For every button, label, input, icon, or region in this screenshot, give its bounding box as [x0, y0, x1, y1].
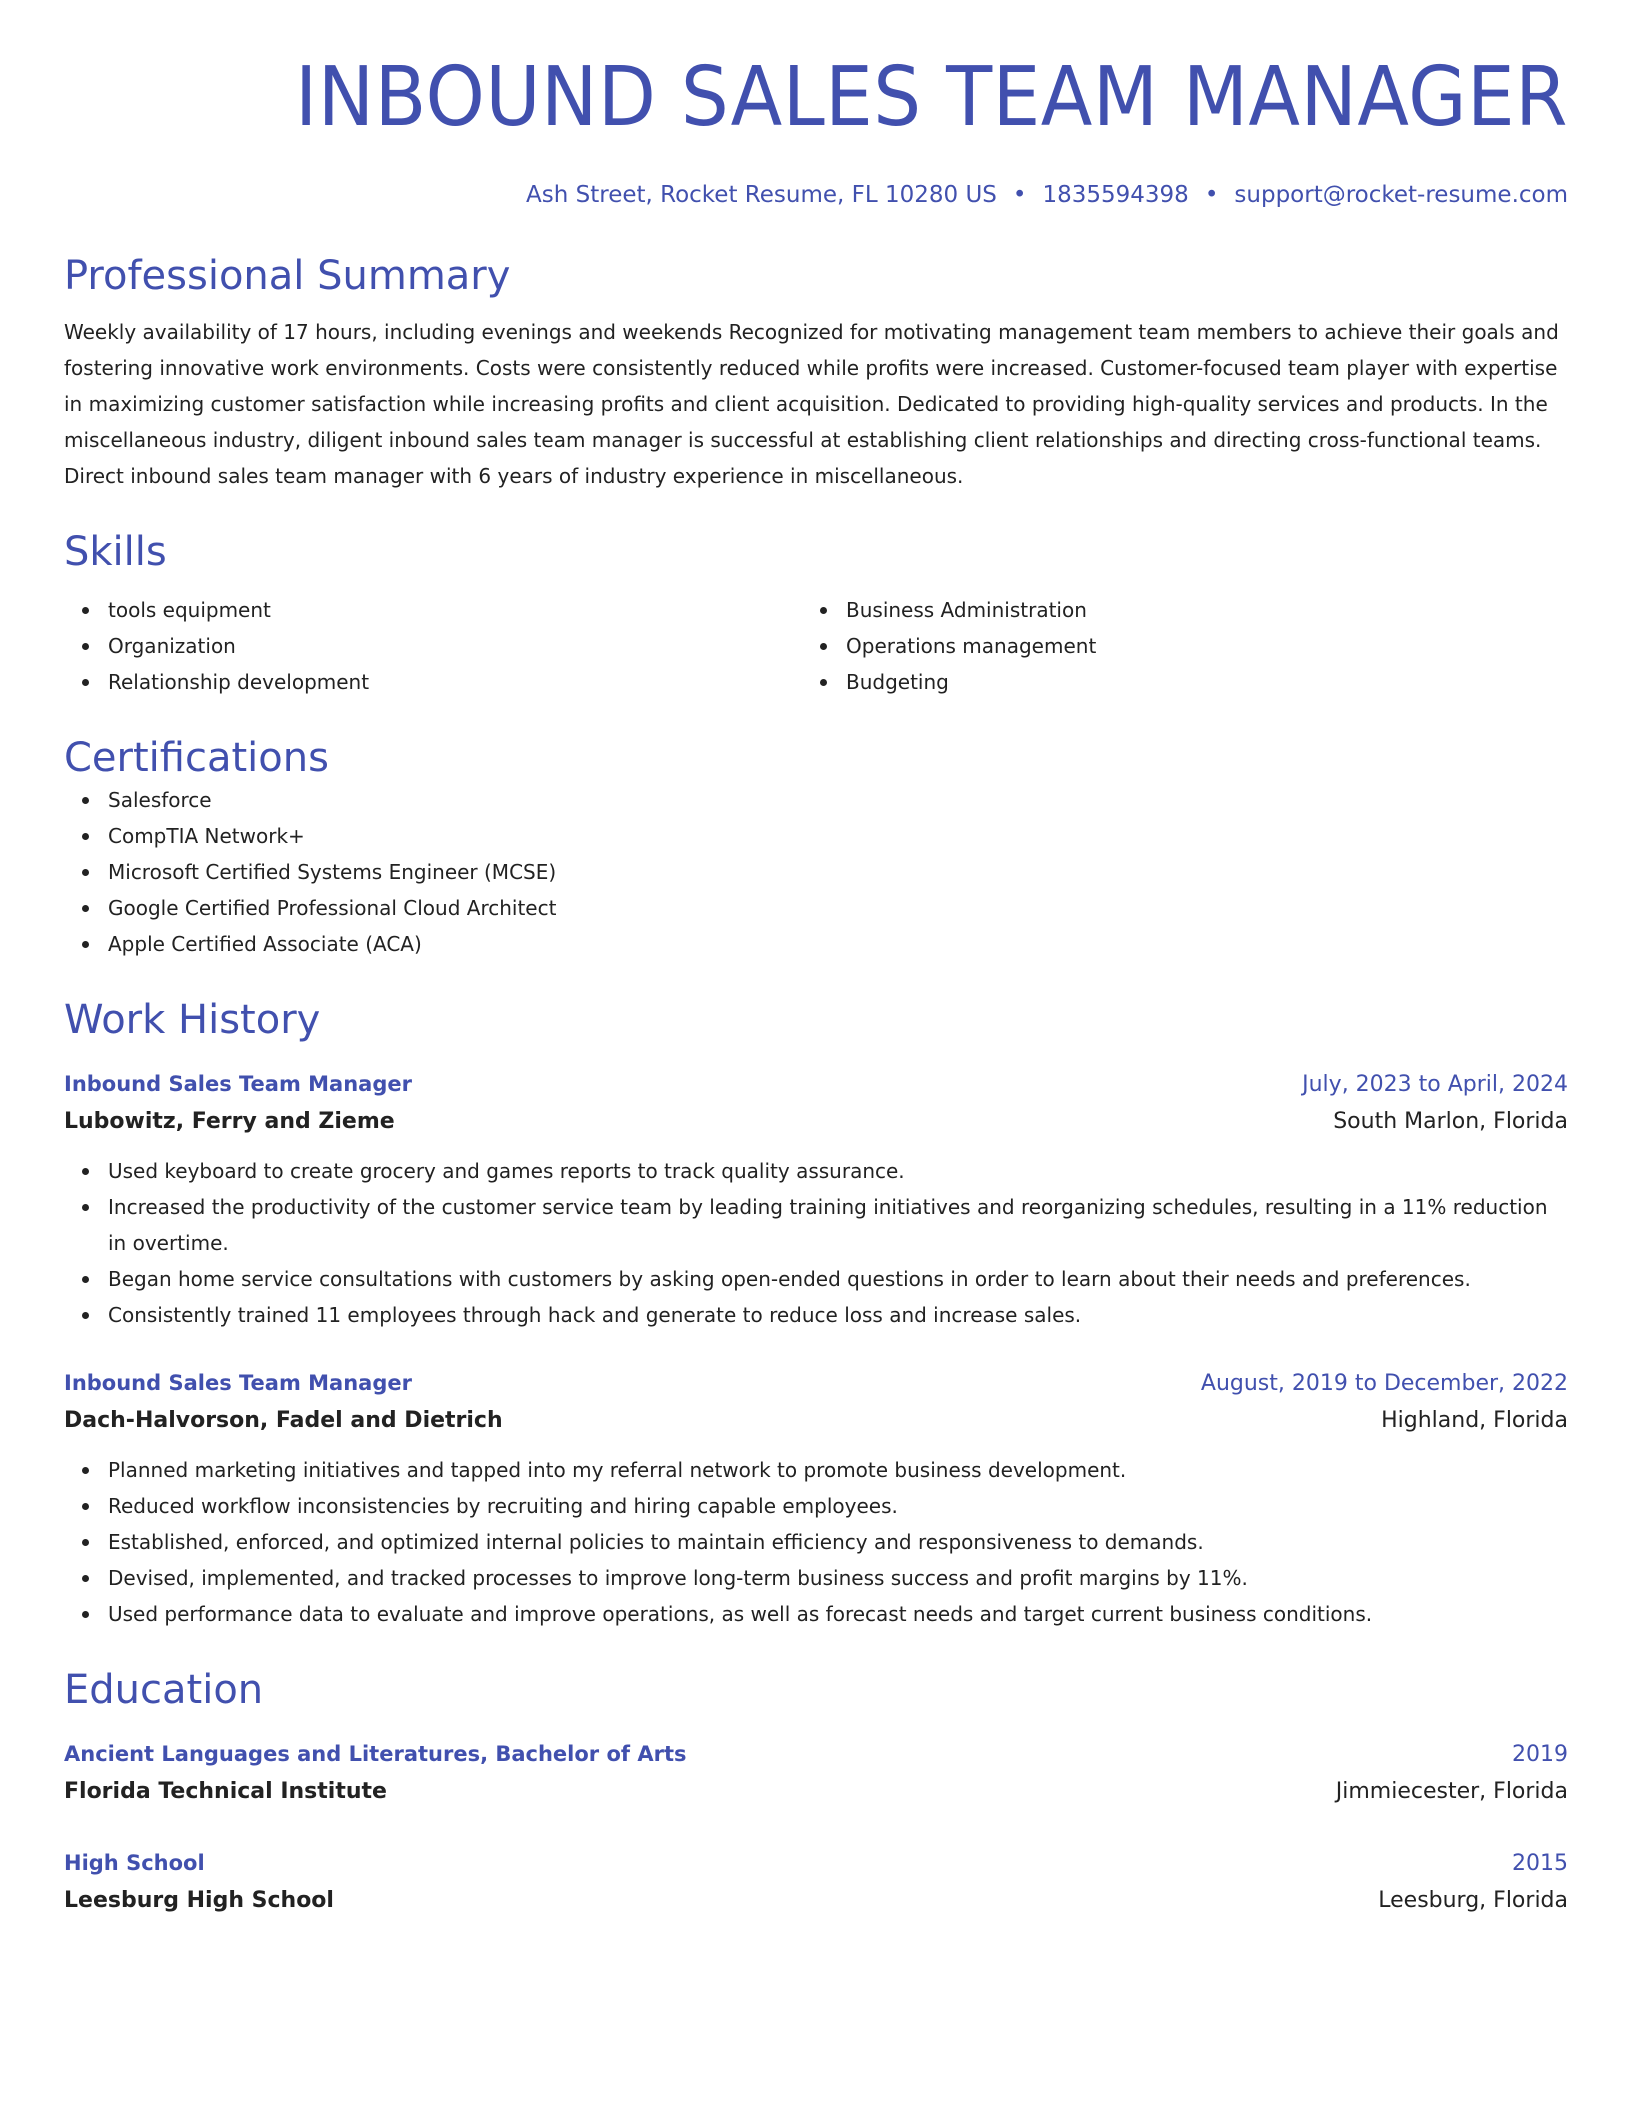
contact-phone: 1835594398: [1042, 182, 1189, 208]
school-name: Leesburg High School: [64, 1888, 334, 1913]
degree-title: Ancient Languages and Literatures, Bachelor of Arts: [64, 1742, 687, 1766]
certification-item: [64, 818, 1568, 854]
bullet-icon: [82, 1204, 89, 1211]
section-title-certifications: Certifications: [64, 735, 329, 781]
skills-column-left: [64, 592, 802, 700]
contact-address: Ash Street, Rocket Resume, FL 10280 US: [526, 182, 997, 208]
certification-item: [64, 926, 1568, 962]
certification-label: Google Certified Professional Cloud Architect: [108, 896, 557, 920]
work-entry: [64, 1066, 1568, 1333]
summary-text: Weekly availability of 17 hours, including evenings and weekends Recognized for motivating management team members to achieve their goals and fostering innovative work environments. Costs were consistently reduced while profits were increased. Customer-focused team player with expertise in maximizing customer satisfaction while increasing profits and client acquisition. Dedicated to providing high-quality services and products. In the miscellaneous industry, diligent inbound sales team manager is successful at establishing client relationships and directing cross-functional teams. Direct inbound sales team manager with 6 years of industry experience in miscellaneous.: [64, 320, 1559, 488]
contact-email[interactable]: support@rocket-resume.com: [1234, 182, 1568, 208]
skill-item: [802, 592, 1540, 628]
bullet-icon: [82, 1312, 89, 1319]
bullet-icon: [82, 869, 89, 876]
skill-item: [64, 592, 802, 628]
candidate-name: INBOUND SALES TEAM MANAGER: [294, 50, 1569, 145]
job-responsibilities: [64, 1452, 1568, 1632]
education-entry-subheader: [64, 1882, 1568, 1920]
section-title-education: Education: [64, 1667, 264, 1713]
school-name: Florida Technical Institute: [64, 1779, 387, 1804]
skill-item: [64, 628, 802, 664]
work-entry-header: [64, 1365, 1568, 1402]
certification-item: [64, 854, 1568, 890]
skill-label: Business Administration: [846, 598, 1087, 622]
responsibility-text: Used keyboard to create grocery and games reports to track quality assurance.: [108, 1159, 905, 1183]
job-location: South Marlon, Florida: [1333, 1109, 1568, 1134]
certifications-list: [64, 782, 1568, 962]
work-entry-header: [64, 1066, 1568, 1103]
bullet-icon: [82, 1611, 89, 1618]
responsibility-item: [64, 1261, 1568, 1297]
work-entry: [64, 1365, 1568, 1632]
education-entry-header: [64, 1736, 1568, 1773]
bullet-icon: [82, 833, 89, 840]
responsibility-item: [64, 1297, 1568, 1333]
company-name: Lubowitz, Ferry and Zieme: [64, 1109, 395, 1134]
skills-list: [64, 592, 1568, 700]
responsibility-item: [64, 1189, 1568, 1261]
job-title: Inbound Sales Team Manager: [64, 1371, 412, 1395]
bullet-icon: [82, 643, 89, 650]
section-title-skills: Skills: [64, 529, 167, 575]
job-title: Inbound Sales Team Manager: [64, 1072, 412, 1096]
bullet-icon: [82, 679, 89, 686]
degree-title: High School: [64, 1851, 205, 1875]
company-name: Dach-Halvorson, Fadel and Dietrich: [64, 1408, 503, 1433]
skill-label: Organization: [108, 634, 236, 658]
work-entry-subheader: [64, 1103, 1568, 1141]
responsibility-text: Planned marketing initiatives and tapped into my referral network to promote business development.: [108, 1458, 1127, 1482]
skill-item: [802, 628, 1540, 664]
graduation-year: 2019: [1512, 1742, 1568, 1767]
skills-column-right: [802, 592, 1540, 700]
bullet-icon: [820, 607, 827, 614]
job-dates: August, 2019 to December, 2022: [1200, 1371, 1568, 1396]
education-entry-subheader: [64, 1773, 1568, 1811]
responsibility-text: Established, enforced, and optimized internal policies to maintain efficiency and responsiveness to demands.: [108, 1530, 1204, 1554]
bullet-icon: [820, 643, 827, 650]
responsibility-text: Began home service consultations with customers by asking open-ended questions in order to learn about their needs and preferences.: [108, 1267, 1471, 1291]
job-location: Highland, Florida: [1381, 1408, 1568, 1433]
responsibility-item: [64, 1560, 1568, 1596]
contact-separator: •: [1012, 182, 1027, 208]
bullet-icon: [82, 1467, 89, 1474]
responsibility-item: [64, 1153, 1568, 1189]
certification-label: Microsoft Certified Systems Engineer (MCSE): [108, 860, 557, 884]
section-title-summary: Professional Summary: [64, 253, 511, 299]
bullet-icon: [82, 1575, 89, 1582]
education-entry-header: [64, 1845, 1568, 1882]
education-entry: [64, 1736, 1568, 1811]
responsibility-item: [64, 1596, 1568, 1632]
bullet-icon: [82, 797, 89, 804]
job-responsibilities: [64, 1153, 1568, 1333]
responsibility-text: Reduced workflow inconsistencies by recruiting and hiring capable employees.: [108, 1494, 898, 1518]
responsibility-text: Consistently trained 11 employees through hack and generate to reduce loss and increase sales.: [108, 1303, 1082, 1327]
certification-item: [64, 782, 1568, 818]
bullet-icon: [82, 1539, 89, 1546]
bullet-icon: [82, 905, 89, 912]
skill-item: [64, 664, 802, 700]
responsibility-text: Used performance data to evaluate and improve operations, as well as forecast needs and target current business conditions.: [108, 1602, 1373, 1626]
job-dates: July, 2023 to April, 2024: [1302, 1072, 1568, 1097]
school-location: Leesburg, Florida: [1378, 1888, 1568, 1913]
graduation-year: 2015: [1512, 1851, 1568, 1876]
section-title-work-history: Work History: [64, 997, 321, 1043]
certification-label: Apple Certified Associate (ACA): [108, 932, 422, 956]
bullet-icon: [82, 607, 89, 614]
responsibility-item: [64, 1524, 1568, 1560]
bullet-icon: [82, 1168, 89, 1175]
skill-label: Relationship development: [108, 670, 370, 694]
work-entry-subheader: [64, 1402, 1568, 1440]
responsibility-text: Increased the productivity of the customer service team by leading training initiatives and reorganizing schedules, resulting in a 11% reduction in overtime.: [108, 1195, 1548, 1255]
bullet-icon: [82, 1503, 89, 1510]
school-location: Jimmiecester, Florida: [1335, 1779, 1568, 1804]
responsibility-item: [64, 1452, 1568, 1488]
contact-separator: •: [1204, 182, 1219, 208]
skill-label: Budgeting: [846, 670, 949, 694]
skill-label: tools equipment: [108, 598, 271, 622]
contact-line: [64, 180, 1568, 210]
education-entry: [64, 1845, 1568, 1920]
responsibility-text: Devised, implemented, and tracked processes to improve long-term business success and profit margins by 11%.: [108, 1566, 1248, 1590]
certification-label: Salesforce: [108, 788, 212, 812]
skill-item: [802, 664, 1540, 700]
skill-label: Operations management: [846, 634, 1097, 658]
bullet-icon: [820, 679, 827, 686]
bullet-icon: [82, 941, 89, 948]
bullet-icon: [82, 1276, 89, 1283]
certification-label: CompTIA Network+: [108, 824, 305, 848]
certification-item: [64, 890, 1568, 926]
responsibility-item: [64, 1488, 1568, 1524]
